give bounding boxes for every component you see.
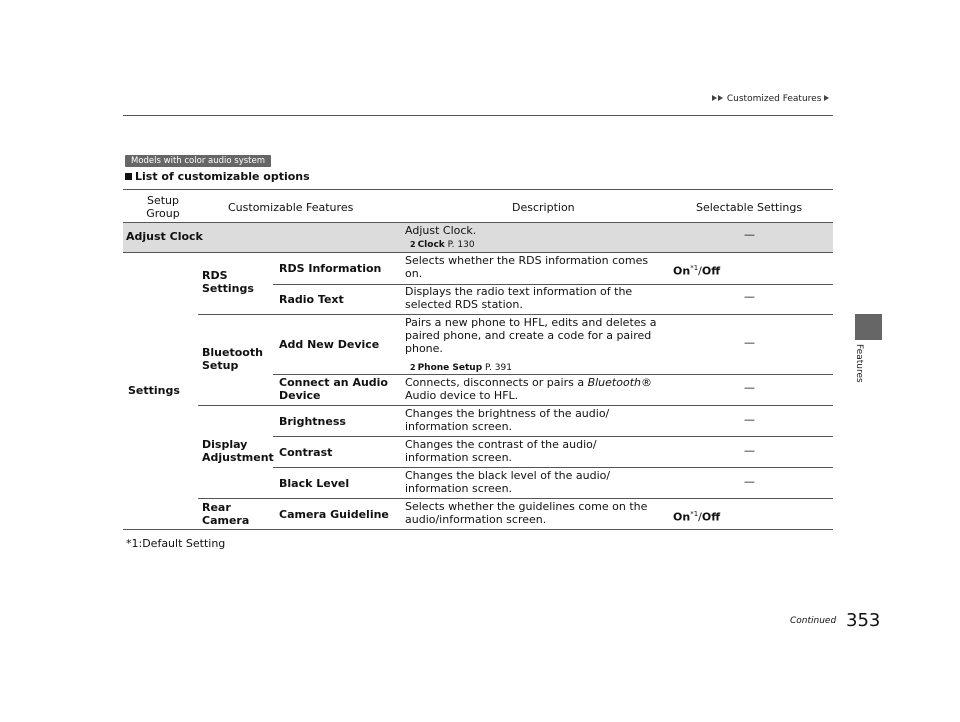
display-adjustment-label: Display Adjustment <box>202 438 274 464</box>
page-reference-icon: 2 <box>410 240 416 249</box>
adjust-clock-label: Adjust Clock <box>126 230 203 243</box>
bluetooth-setup-label: Bluetooth Setup <box>202 346 263 372</box>
camera-guideline-description: Selects whether the guidelines come on the audio/information screen. <box>405 500 648 526</box>
connect-audio-device-feature: Connect an Audio Device <box>279 376 388 402</box>
connect-audio-device-settings: — <box>744 381 755 394</box>
brightness-feature: Brightness <box>279 415 346 428</box>
page-reference-icon: 2 <box>410 363 416 372</box>
rds-information-description: Selects whether the RDS information comes on. <box>405 254 649 280</box>
header-setup-group: Setup Group <box>146 194 180 220</box>
header-customizable-features: Customizable Features <box>228 201 354 214</box>
section-title: List of customizable options <box>125 170 310 183</box>
continued-label: Continued <box>790 616 837 626</box>
clock-reference: 2 Clock P. 130 <box>410 240 475 250</box>
radio-text-description: Displays the radio text information of the selected RDS station. <box>405 285 633 311</box>
rds-information-settings: On$^{*1}$/Off <box>673 264 721 278</box>
page-number: 353 <box>846 610 881 631</box>
adjust-clock-row <box>123 223 833 252</box>
brightness-description: Changes the brightness of the audio/ information screen. <box>405 407 610 433</box>
rear-camera-label: Rear Camera <box>202 501 250 527</box>
breadcrumb-label: Customized Features <box>726 94 822 104</box>
adjust-clock-settings: — <box>744 228 755 241</box>
model-badge: Models with color audio system <box>125 155 271 167</box>
camera-guideline-feature: Camera Guideline <box>279 508 389 521</box>
add-new-device-settings: — <box>744 336 755 349</box>
triangle-right-icon <box>712 95 717 101</box>
square-bullet-icon <box>125 173 132 180</box>
triangle-right-icon <box>824 95 829 101</box>
footnote: *1:Default Setting <box>126 537 226 550</box>
header-rule <box>123 115 833 116</box>
triangle-right-icon <box>718 95 723 101</box>
brightness-settings: — <box>744 413 755 426</box>
section-tab-label: Features <box>854 344 864 383</box>
radio-text-feature: Radio Text <box>279 293 344 306</box>
camera-guideline-settings: On$^{*1}$/Off <box>673 510 721 524</box>
rds-settings-label: RDS Settings <box>202 269 254 295</box>
add-new-device-feature: Add New Device <box>279 338 380 351</box>
adjust-clock-description: Adjust Clock. <box>405 224 477 237</box>
header-selectable-settings: Selectable Settings <box>696 201 803 214</box>
settings-group-label: Settings <box>128 384 180 397</box>
contrast-settings: — <box>744 444 755 457</box>
header-description: Description <box>512 201 575 214</box>
black-level-description: Changes the black level of the audio/ information screen. <box>405 469 611 495</box>
section-tab <box>855 314 882 340</box>
connect-audio-device-description: Connects, disconnects or pairs a Bluetooth® Audio device to HFL. <box>405 376 652 402</box>
black-level-feature: Black Level <box>279 477 350 490</box>
phone-setup-reference: 2 Phone Setup P. 391 <box>410 363 512 373</box>
radio-text-settings: — <box>744 290 755 303</box>
contrast-feature: Contrast <box>279 446 333 459</box>
rds-information-feature: RDS Information <box>279 262 382 275</box>
breadcrumb <box>712 94 836 104</box>
add-new-device-description: Pairs a new phone to HFL, edits and deletes a paired phone, and create a code for a paired phone. <box>405 316 657 355</box>
black-level-settings: — <box>744 475 755 488</box>
contrast-description: Changes the contrast of the audio/ information screen. <box>405 438 597 464</box>
